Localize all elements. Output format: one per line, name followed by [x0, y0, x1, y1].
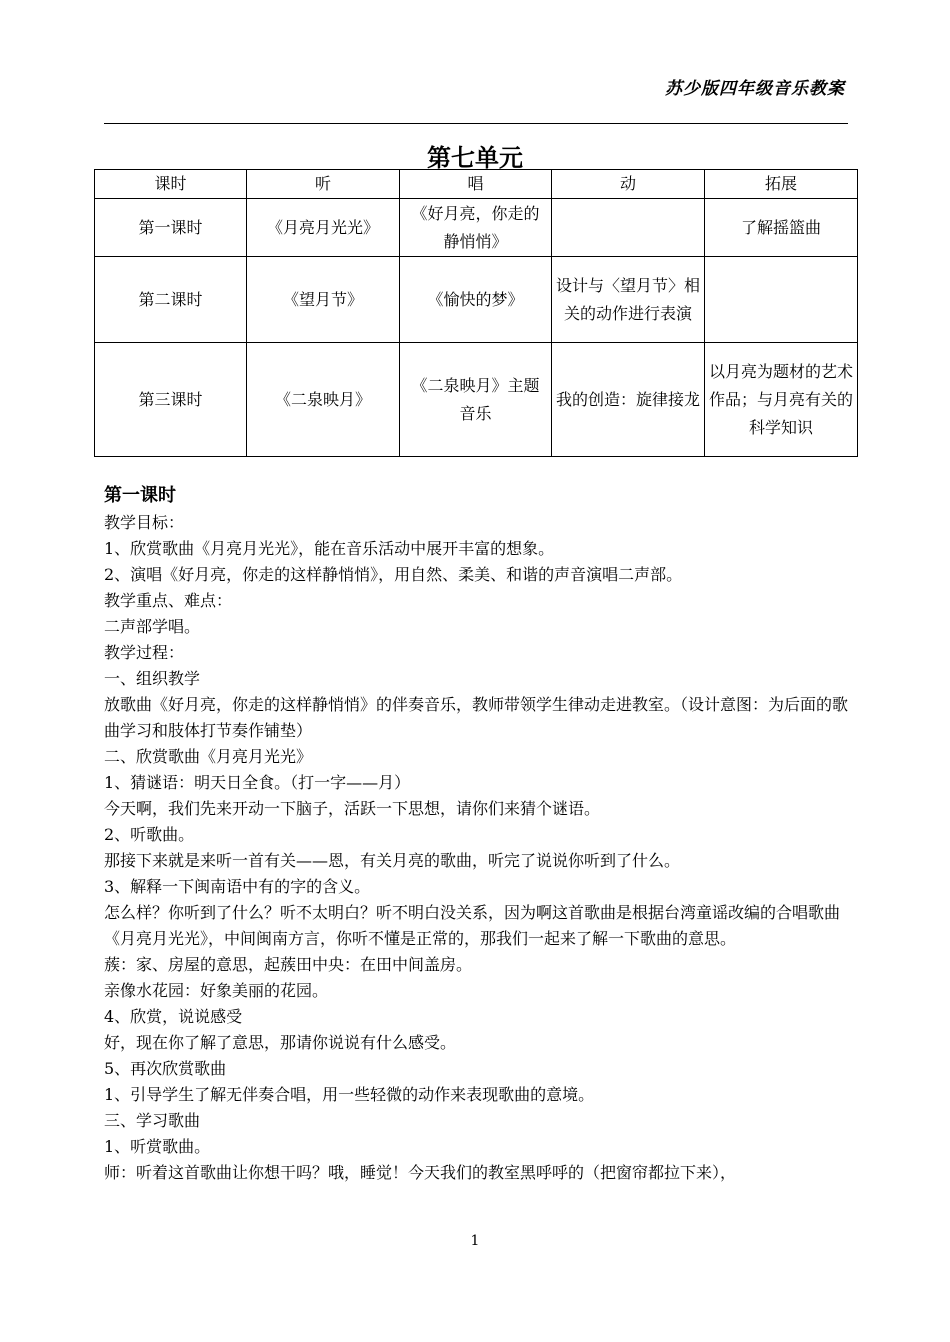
paragraph: 2、听歌曲。	[104, 825, 195, 844]
header-rule	[104, 123, 848, 124]
column-header: 动	[552, 170, 705, 199]
paragraph: 教学目标：	[104, 513, 185, 532]
paragraph: 教学重点、难点：	[104, 591, 233, 610]
table-cell-extend	[705, 257, 858, 343]
paragraph: 今天啊，我们先来开动一下脑子，活跃一下思想，请你们来猜个谜语。	[104, 799, 601, 818]
table-cell-extend: 了解摇篮曲	[705, 199, 858, 257]
paragraph: 三、学习歌曲	[104, 1111, 201, 1130]
paragraph: 1、猜谜语：明天日全食。（打一字——月）	[104, 773, 411, 792]
document-header-title: 苏少版四年级音乐教案	[665, 79, 845, 99]
column-header: 唱	[400, 170, 552, 199]
table-cell-lesson: 第三课时	[95, 343, 247, 457]
paragraph: 亲像水花园：好象美丽的花园。	[104, 981, 329, 1000]
table-cell-lesson: 第一课时	[95, 199, 247, 257]
paragraph: 怎么样？你听到了什么？听不太明白？听不明白没关系，因为啊这首歌曲是根据台湾童谣改编的合唱歌曲《月亮月光光》，中间闽南方言，你听不懂是正常的，那我们一起来了解一下歌曲的意思。	[104, 903, 841, 948]
lesson-schedule-table	[94, 169, 858, 457]
table-cell-sing: 《二泉映月》主题音乐	[400, 343, 552, 457]
table-row	[95, 343, 858, 457]
table-cell-listen: 《二泉映月》	[247, 343, 400, 457]
paragraph: 那接下来就是来听一首有关——恩，有关月亮的歌曲，听完了说说你听到了什么。	[104, 851, 681, 870]
paragraph: 5、再次欣赏歌曲	[104, 1059, 227, 1078]
table-cell-move: 我的创造：旋律接龙	[552, 343, 705, 457]
paragraph: 放歌曲《好月亮，你走的这样静悄悄》的伴奏音乐，教师带领学生律动走进教室。（设计意图：为后面的歌曲学习和肢体打节奏作铺垫）	[104, 695, 849, 740]
page-number: 1	[470, 1233, 480, 1249]
paragraph: 1、听赏歌曲。	[104, 1137, 211, 1156]
paragraph: 蔟：家、房屋的意思，起蔟田中央：在田中间盖房。	[104, 955, 473, 974]
paragraph: 教学过程：	[104, 643, 185, 662]
table-cell-sing: 《好月亮，你走的静悄悄》	[400, 199, 552, 257]
unit-title: 第七单元	[427, 144, 523, 172]
paragraph: 4、欣赏，说说感受	[104, 1007, 243, 1026]
table-row	[95, 199, 858, 257]
table-header-row	[95, 170, 858, 199]
column-header: 课时	[95, 170, 247, 199]
paragraph: 好，现在你了解了意思，那请你说说有什么感受。	[104, 1033, 457, 1052]
lesson-body	[104, 483, 856, 1186]
column-header: 听	[247, 170, 400, 199]
paragraph: 1、欣赏歌曲《月亮月光光》，能在音乐活动中展开丰富的想象。	[104, 539, 555, 558]
paragraph: 二声部学唱。	[104, 617, 201, 636]
column-header: 拓展	[705, 170, 858, 199]
table-cell-move: 设计与〈望月节〉相关的动作进行表演	[552, 257, 705, 343]
paragraph: 2、演唱《好月亮，你走的这样静悄悄》，用自然、柔美、和谐的声音演唱二声部。	[104, 565, 683, 584]
table-cell-listen: 《望月节》	[247, 257, 400, 343]
paragraph: 一、组织教学	[104, 669, 201, 688]
paragraph: 3、解释一下闽南语中有的字的含义。	[104, 877, 371, 896]
paragraph: 师：听着这首歌曲让你想干吗？哦，睡觉！今天我们的教室黑呼呼的（把窗帘都拉下来），	[104, 1163, 737, 1182]
table-cell-extend: 以月亮为题材的艺术作品；与月亮有关的科学知识	[705, 343, 858, 457]
lesson-heading: 第一课时	[104, 485, 176, 506]
table-cell-listen: 《月亮月光光》	[247, 199, 400, 257]
table-cell-sing: 《愉快的梦》	[400, 257, 552, 343]
table-row	[95, 257, 858, 343]
table-cell-lesson: 第二课时	[95, 257, 247, 343]
paragraph: 1、引导学生了解无伴奏合唱，用一些轻微的动作来表现歌曲的意境。	[104, 1085, 595, 1104]
paragraph: 二、欣赏歌曲《月亮月光光》	[104, 747, 313, 766]
table-cell-move	[552, 199, 705, 257]
